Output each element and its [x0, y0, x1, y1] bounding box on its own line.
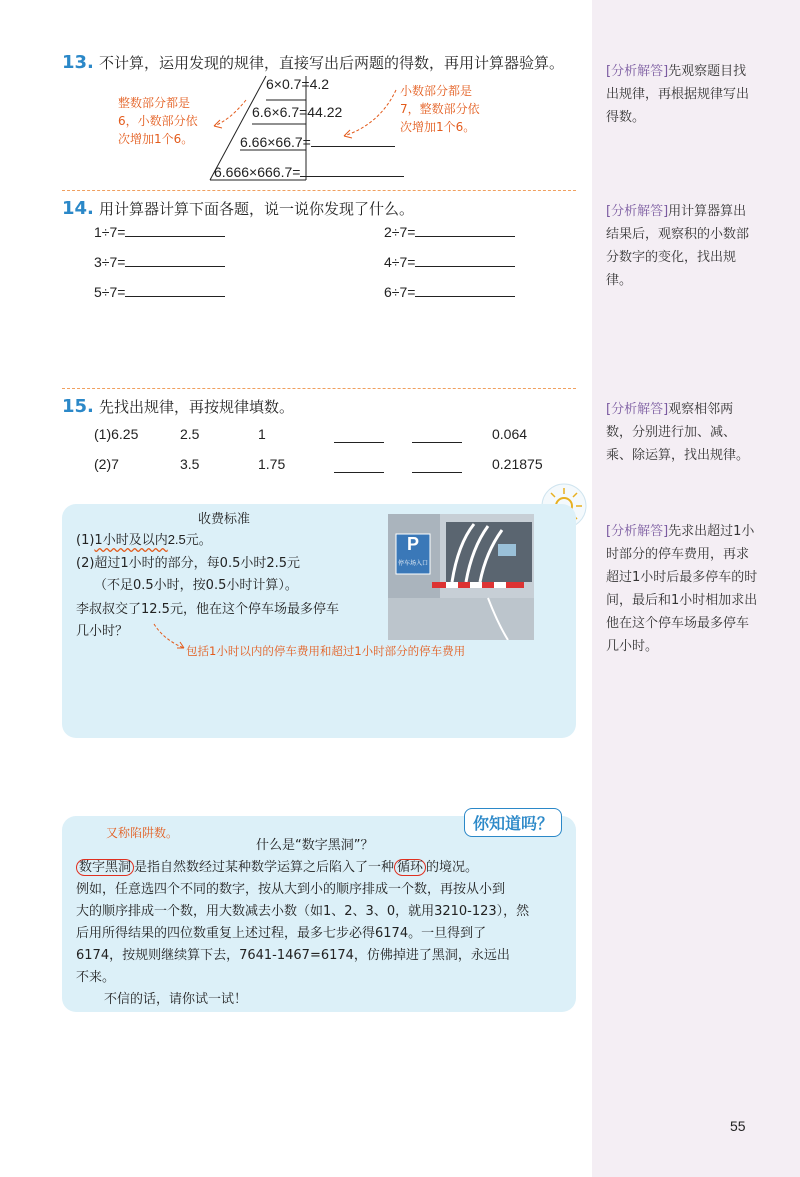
know-closing: 不信的话，请你试一试！ [104, 992, 248, 1007]
did-you-know-badge: 你知道吗？ [464, 808, 562, 837]
question-text: 不计算，运用发现的规律，直接写出后两题的得数，再用计算器验算。 [98, 54, 564, 72]
analysis-15 [606, 398, 758, 467]
parking-question-end: 几小时？ [76, 624, 129, 639]
divider [62, 190, 576, 191]
answer-blank[interactable] [125, 222, 225, 237]
equation-3-text: 6.66×66.7= [240, 134, 311, 150]
know-line: 后用所得结果的四位数重复上述过程，最多七步必得6174。一旦得到了 [76, 926, 487, 941]
division-text: 2÷7= [384, 224, 416, 240]
sequence-value: 0.21875 [492, 456, 543, 472]
arrow-left-icon [210, 94, 250, 134]
division-item [94, 222, 225, 240]
answer-blank[interactable] [334, 428, 384, 443]
question-number: 14. [62, 198, 94, 219]
analysis-16 [606, 520, 758, 658]
question-number: 15. [62, 396, 94, 417]
question-text: 先找出规律，再按规律填数。 [98, 398, 294, 416]
parking-question: 李叔叔交了12.5元，他在这个停车场最多停车 [76, 602, 339, 617]
text-segment: 是指自然数经过某种数学运算之后陷入了一种 [134, 860, 395, 875]
division-item [384, 282, 515, 300]
answer-blank[interactable] [415, 252, 515, 267]
parking-rule-note: （不足0.5小时，按0.5小时计算）。 [94, 578, 298, 593]
division-text: 1÷7= [94, 224, 126, 240]
sequence-value: 1.75 [258, 456, 286, 472]
question-15 [62, 396, 294, 417]
answer-blank[interactable] [415, 222, 515, 237]
division-text: 6÷7= [384, 284, 416, 300]
division-item [94, 252, 225, 270]
division-item [94, 282, 225, 300]
question-13 [62, 52, 564, 73]
question-14 [62, 198, 414, 219]
sequence-value: 0.064 [492, 426, 528, 442]
sequence-value: 1 [258, 426, 266, 442]
know-line: 例如，任意选四个不同的数字，按从大到小的顺序排成一个数，再按从小到 [76, 882, 506, 897]
division-text: 4÷7= [384, 254, 416, 270]
sequence-value: (2)7 [94, 456, 119, 472]
circled-term: 循环 [394, 859, 426, 876]
equation-4 [214, 162, 404, 180]
know-line: 大的顺序排成一个数，用大数减去小数（如1、2、3、0，就用3210-123），然 [76, 904, 530, 919]
arrow-down-icon [150, 620, 190, 656]
analysis-text: 用计算器算出结果后，观察积的小数部分数字的变化，找出规律。 [606, 204, 750, 288]
answer-blank[interactable] [412, 458, 462, 473]
note-line: 小数部分都是 [400, 84, 473, 98]
circled-term: 数字黑洞 [76, 859, 134, 876]
sequence-value: (1)6.25 [94, 426, 139, 442]
analysis-13 [606, 60, 758, 129]
sequence-value: 2.5 [180, 426, 200, 442]
division-item [384, 222, 515, 240]
parking-entrance-image [388, 514, 534, 640]
note-line: 7，整数部分依 [400, 102, 480, 116]
note-integer-part [118, 94, 198, 148]
know-line-1 [76, 858, 478, 878]
know-line: 6174，按规则继续算下去，7641-1467=6174，仿佛掉进了黑洞，永远出 [76, 948, 510, 963]
parking-rule-2: (2)超过1小时的部分，每0.5小时2.5元 [76, 556, 301, 571]
answer-blank[interactable] [415, 282, 515, 297]
answer-blank[interactable] [300, 162, 404, 177]
division-text: 3÷7= [94, 254, 126, 270]
equation-1: 6×0.7=4.2 [266, 76, 330, 92]
analysis-tag: [分析解答] [606, 64, 669, 79]
note-decimal-part [400, 82, 480, 136]
analysis-text: 先观察题目找出规律，再根据规律写出得数。 [606, 64, 750, 125]
note-line: 次增加1个6。 [118, 132, 194, 146]
know-line: 不来。 [76, 970, 116, 985]
division-item [384, 252, 515, 270]
know-title: 什么是“数字黑洞”？ [256, 838, 374, 853]
arrow-right-icon [340, 84, 400, 144]
answer-blank[interactable] [412, 428, 462, 443]
trap-number-note: 又称陷阱数。 [106, 826, 179, 840]
answer-blank[interactable] [125, 282, 225, 297]
analysis-tag: [分析解答] [606, 524, 669, 539]
equation-2: 6.6×6.7=44.22 [252, 104, 343, 120]
question-number: 13. [62, 52, 94, 73]
analysis-14 [606, 200, 758, 292]
analysis-text: 观察相邻两数，分别进行加、减、乘、除运算，找出规律。 [606, 402, 750, 463]
answer-blank[interactable] [334, 458, 384, 473]
answer-blank[interactable] [125, 252, 225, 267]
note-line: 整数部分都是 [118, 96, 191, 110]
parking-rule-1: (1)1小时及以内2.5元。 [76, 532, 212, 548]
analysis-tag: [分析解答] [606, 204, 669, 219]
analysis-text: 先求出超过1小时部分的停车费用，再求超过1小时后最多停车的时间，最后和1小时相加求出他在这个停车场最多停车几小时。 [606, 524, 758, 654]
parking-title: 收费标准 [198, 512, 251, 527]
analysis-tag: [分析解答] [606, 402, 669, 417]
parking-note: 包括1小时以内的停车费用和超过1小时部分的停车费用 [186, 644, 466, 658]
question-text: 用计算器计算下面各题，说一说你发现了什么。 [98, 200, 414, 218]
equation-4-text: 6.666×666.7= [214, 164, 301, 180]
note-line: 6，小数部分依 [118, 114, 198, 128]
text-segment: 的境况。 [426, 860, 479, 875]
division-text: 5÷7= [94, 284, 126, 300]
parking-sign-icon: P [406, 534, 419, 554]
note-line: 次增加1个6。 [400, 120, 476, 134]
divider [62, 388, 576, 389]
parking-sign-caption: 停车场入口 [397, 560, 428, 567]
page-number: 55 [730, 1118, 746, 1134]
sequence-value: 3.5 [180, 456, 200, 472]
